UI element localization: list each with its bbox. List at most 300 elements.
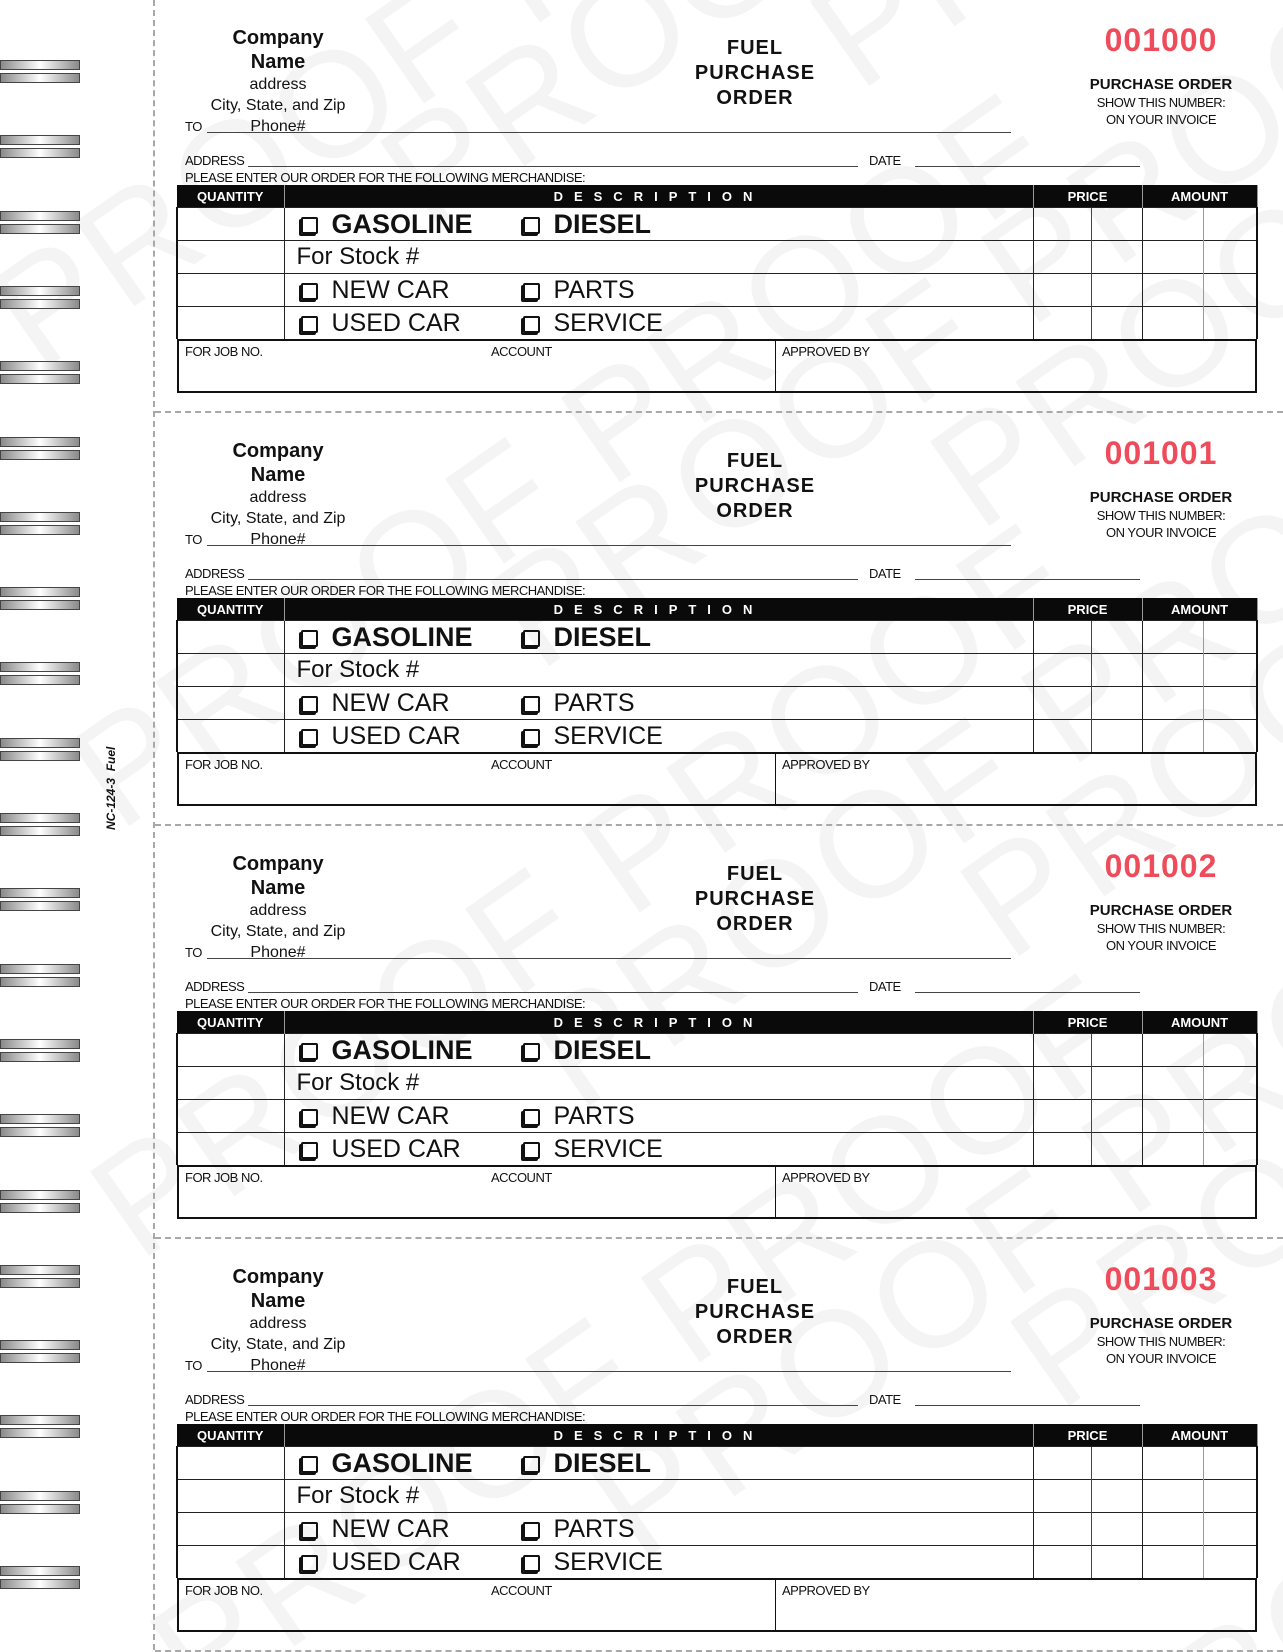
used-car-label: USED CAR bbox=[331, 1134, 461, 1163]
checkbox-icon[interactable] bbox=[301, 1555, 318, 1572]
gasoline-option[interactable] bbox=[297, 1447, 473, 1479]
company-phone: Phone# bbox=[250, 531, 306, 548]
price-cents-cell[interactable] bbox=[1091, 241, 1142, 274]
po-heading: PURCHASE ORDER bbox=[1089, 902, 1233, 919]
date-label: DATE bbox=[869, 979, 901, 994]
checkbox-icon[interactable] bbox=[523, 1456, 540, 1473]
ring-bar bbox=[0, 888, 80, 898]
column-amount: AMOUNT bbox=[1142, 598, 1257, 621]
price-dollars-cell[interactable] bbox=[1033, 1034, 1091, 1067]
amount-cents-cell[interactable] bbox=[1203, 1513, 1257, 1546]
po-note-1: SHOW THIS NUMBER: bbox=[1096, 95, 1226, 110]
ring-bar bbox=[0, 587, 80, 597]
job-number-label: FOR JOB NO. bbox=[185, 1583, 263, 1598]
job-number-label: FOR JOB NO. bbox=[185, 757, 263, 772]
amount-cents-cell[interactable] bbox=[1203, 1133, 1257, 1166]
binding-ring bbox=[0, 211, 80, 233]
date-field[interactable] bbox=[915, 166, 1140, 167]
address-label: ADDRESS bbox=[185, 1392, 245, 1407]
ring-bar bbox=[0, 148, 80, 158]
new-car-label: NEW CAR bbox=[331, 275, 450, 304]
company-name: Company Name bbox=[232, 27, 324, 73]
description-cell[interactable] bbox=[284, 654, 1033, 687]
job-number-label: FOR JOB NO. bbox=[185, 1170, 263, 1185]
quantity-cell[interactable] bbox=[177, 1100, 284, 1133]
used-car-option[interactable] bbox=[297, 720, 461, 752]
date-label: DATE bbox=[869, 1392, 901, 1407]
price-cents-cell[interactable] bbox=[1091, 1546, 1142, 1579]
amount-dollars-cell[interactable] bbox=[1142, 1100, 1203, 1133]
price-cents-cell[interactable] bbox=[1091, 720, 1142, 753]
quantity-cell[interactable] bbox=[177, 1480, 284, 1513]
amount-dollars-cell[interactable] bbox=[1142, 1447, 1203, 1480]
to-field[interactable] bbox=[207, 958, 1011, 959]
price-dollars-cell[interactable] bbox=[1033, 208, 1091, 241]
amount-dollars-cell[interactable] bbox=[1142, 1067, 1203, 1100]
checkbox-icon[interactable] bbox=[301, 1043, 318, 1060]
table-footer bbox=[177, 1578, 1257, 1632]
gasoline-label: GASOLINE bbox=[331, 208, 473, 239]
description-cell bbox=[284, 1513, 1033, 1546]
ring-bar bbox=[0, 135, 80, 145]
ring-bar bbox=[0, 1504, 80, 1514]
price-cents-cell[interactable] bbox=[1091, 1067, 1142, 1100]
address-label: ADDRESS bbox=[185, 566, 245, 581]
account-label: ACCOUNT bbox=[491, 1170, 552, 1185]
stock-number-label: For Stock # bbox=[296, 1482, 420, 1509]
column-quantity: QUANTITY bbox=[177, 185, 284, 208]
company-block bbox=[210, 439, 346, 550]
new-car-option[interactable] bbox=[297, 1100, 450, 1132]
diesel-label: DIESEL bbox=[553, 1034, 652, 1065]
checkbox-icon[interactable] bbox=[523, 1043, 540, 1060]
company-block bbox=[210, 26, 346, 137]
to-field[interactable] bbox=[207, 545, 1011, 546]
to-label: TO bbox=[185, 1358, 202, 1373]
parts-label: PARTS bbox=[553, 1101, 635, 1130]
column-quantity: QUANTITY bbox=[177, 1011, 284, 1034]
price-cents-cell[interactable] bbox=[1091, 307, 1142, 340]
new-car-option[interactable] bbox=[297, 1513, 450, 1545]
used-car-option[interactable] bbox=[297, 1546, 461, 1578]
checkbox-icon[interactable] bbox=[523, 1142, 540, 1159]
company-city-state-zip: City, State, and Zip bbox=[210, 1336, 346, 1353]
quantity-cell[interactable] bbox=[177, 621, 284, 654]
po-number: 001002 bbox=[1104, 848, 1218, 884]
ring-bar bbox=[0, 964, 80, 974]
binding-ring bbox=[0, 1415, 80, 1437]
form-title bbox=[675, 36, 835, 111]
amount-cents-cell[interactable] bbox=[1203, 621, 1257, 654]
po-notice bbox=[1085, 76, 1237, 128]
purchase-order-receipt bbox=[155, 826, 1283, 1239]
gasoline-option[interactable] bbox=[297, 621, 473, 653]
diesel-option[interactable] bbox=[519, 208, 652, 240]
table-row bbox=[177, 241, 1257, 274]
title-line-1: FUEL bbox=[726, 37, 784, 59]
amount-cents-cell[interactable] bbox=[1203, 274, 1257, 307]
used-car-option[interactable] bbox=[297, 307, 461, 339]
account-label: ACCOUNT bbox=[491, 344, 552, 359]
ring-bar bbox=[0, 813, 80, 823]
title-line-2: PURCHASE bbox=[694, 888, 816, 910]
binding-ring bbox=[0, 1566, 80, 1588]
table-header bbox=[177, 185, 1257, 208]
job-number-label: FOR JOB NO. bbox=[185, 344, 263, 359]
order-table bbox=[176, 598, 1258, 806]
price-cents-cell[interactable] bbox=[1091, 1513, 1142, 1546]
price-dollars-cell[interactable] bbox=[1033, 1067, 1091, 1100]
ring-bar bbox=[0, 374, 80, 384]
account-label: ACCOUNT bbox=[491, 757, 552, 772]
quantity-cell[interactable] bbox=[177, 208, 284, 241]
diesel-label: DIESEL bbox=[553, 208, 652, 239]
price-dollars-cell[interactable] bbox=[1033, 1133, 1091, 1166]
price-dollars-cell[interactable] bbox=[1033, 1100, 1091, 1133]
amount-cents-cell[interactable] bbox=[1203, 654, 1257, 687]
amount-dollars-cell[interactable] bbox=[1142, 1034, 1203, 1067]
title-line-3: ORDER bbox=[716, 87, 794, 109]
amount-dollars-cell[interactable] bbox=[1142, 621, 1203, 654]
address-field[interactable] bbox=[248, 166, 858, 167]
stock-number-label: For Stock # bbox=[296, 1069, 420, 1096]
price-dollars-cell[interactable] bbox=[1033, 241, 1091, 274]
table-row bbox=[177, 720, 1257, 753]
amount-cents-cell[interactable] bbox=[1203, 687, 1257, 720]
new-car-label: NEW CAR bbox=[331, 1101, 450, 1130]
table-row bbox=[177, 307, 1257, 340]
approved-by-label: APPROVED BY bbox=[782, 757, 870, 772]
address-field[interactable] bbox=[248, 1405, 858, 1406]
checkbox-icon[interactable] bbox=[301, 316, 318, 333]
price-dollars-cell[interactable] bbox=[1033, 720, 1091, 753]
binding-ring bbox=[0, 135, 80, 157]
amount-cents-cell[interactable] bbox=[1203, 307, 1257, 340]
quantity-cell[interactable] bbox=[177, 1034, 284, 1067]
ring-bar bbox=[0, 1278, 80, 1288]
table-row bbox=[177, 687, 1257, 720]
description-cell bbox=[284, 1133, 1033, 1166]
ring-bar bbox=[0, 361, 80, 371]
service-option[interactable] bbox=[519, 307, 663, 339]
table-row bbox=[177, 274, 1257, 307]
checkbox-icon[interactable] bbox=[523, 630, 540, 647]
price-dollars-cell[interactable] bbox=[1033, 621, 1091, 654]
parts-option[interactable] bbox=[519, 1100, 635, 1132]
checkbox-icon[interactable] bbox=[523, 729, 540, 746]
new-car-option[interactable] bbox=[297, 274, 450, 306]
used-car-label: USED CAR bbox=[331, 1547, 461, 1576]
binding-ring bbox=[0, 1340, 80, 1362]
diesel-option[interactable] bbox=[519, 621, 652, 653]
checkbox-icon[interactable] bbox=[523, 283, 540, 300]
column-description: DESCRIPTION bbox=[284, 598, 1033, 621]
checkbox-icon[interactable] bbox=[523, 316, 540, 333]
amount-dollars-cell[interactable] bbox=[1142, 1480, 1203, 1513]
ring-bar bbox=[0, 600, 80, 610]
amount-cents-cell[interactable] bbox=[1203, 1480, 1257, 1513]
price-dollars-cell[interactable] bbox=[1033, 1546, 1091, 1579]
order-instruction: PLEASE ENTER OUR ORDER FOR THE FOLLOWING MERCHANDISE: bbox=[185, 1409, 586, 1424]
job-account-cell[interactable] bbox=[179, 341, 776, 391]
used-car-option[interactable] bbox=[297, 1133, 461, 1165]
price-dollars-cell[interactable] bbox=[1033, 654, 1091, 687]
checkbox-icon[interactable] bbox=[301, 630, 318, 647]
account-label: ACCOUNT bbox=[491, 1583, 552, 1598]
date-field[interactable] bbox=[915, 579, 1140, 580]
binding-ring bbox=[0, 1190, 80, 1212]
ring-bar bbox=[0, 450, 80, 460]
ring-bar bbox=[0, 901, 80, 911]
table-footer bbox=[177, 1165, 1257, 1219]
approved-by-cell[interactable] bbox=[776, 341, 1255, 391]
service-label: SERVICE bbox=[553, 721, 663, 750]
title-line-2: PURCHASE bbox=[694, 1301, 816, 1323]
checkbox-icon[interactable] bbox=[523, 696, 540, 713]
form-title bbox=[675, 449, 835, 524]
binding-ring bbox=[0, 1039, 80, 1061]
gasoline-option[interactable] bbox=[297, 208, 473, 240]
price-dollars-cell[interactable] bbox=[1033, 687, 1091, 720]
price-cents-cell[interactable] bbox=[1091, 621, 1142, 654]
checkbox-icon[interactable] bbox=[301, 283, 318, 300]
po-note-2: ON YOUR INVOICE bbox=[1105, 1351, 1216, 1366]
po-heading: PURCHASE ORDER bbox=[1089, 1315, 1233, 1332]
ring-bar bbox=[0, 1566, 80, 1576]
ring-bar bbox=[0, 299, 80, 309]
ring-bar bbox=[0, 1114, 80, 1124]
po-heading: PURCHASE ORDER bbox=[1089, 76, 1233, 93]
quantity-cell[interactable] bbox=[177, 687, 284, 720]
title-line-3: ORDER bbox=[716, 913, 794, 935]
amount-dollars-cell[interactable] bbox=[1142, 1513, 1203, 1546]
amount-dollars-cell[interactable] bbox=[1142, 1133, 1203, 1166]
price-cents-cell[interactable] bbox=[1091, 1480, 1142, 1513]
title-line-1: FUEL bbox=[726, 863, 784, 885]
ring-bar bbox=[0, 1039, 80, 1049]
approved-by-cell[interactable] bbox=[776, 1580, 1255, 1630]
checkbox-icon[interactable] bbox=[301, 1522, 318, 1539]
price-cents-cell[interactable] bbox=[1091, 1100, 1142, 1133]
service-option[interactable] bbox=[519, 1133, 663, 1165]
quantity-cell[interactable] bbox=[177, 307, 284, 340]
diesel-label: DIESEL bbox=[553, 1447, 652, 1478]
address-label: ADDRESS bbox=[185, 979, 245, 994]
po-note-2: ON YOUR INVOICE bbox=[1105, 525, 1216, 540]
amount-cents-cell[interactable] bbox=[1203, 1067, 1257, 1100]
price-dollars-cell[interactable] bbox=[1033, 274, 1091, 307]
address-label: ADDRESS bbox=[185, 153, 245, 168]
parts-option[interactable] bbox=[519, 274, 635, 306]
ring-bar bbox=[0, 1265, 80, 1275]
ring-bar bbox=[0, 1353, 80, 1363]
checkbox-icon[interactable] bbox=[301, 696, 318, 713]
checkbox-icon[interactable] bbox=[523, 1109, 540, 1126]
job-account-cell[interactable] bbox=[179, 1167, 776, 1217]
quantity-cell[interactable] bbox=[177, 654, 284, 687]
approved-by-cell[interactable] bbox=[776, 1167, 1255, 1217]
amount-cents-cell[interactable] bbox=[1203, 1447, 1257, 1480]
title-line-2: PURCHASE bbox=[694, 475, 816, 497]
ring-bar bbox=[0, 60, 80, 70]
column-description: DESCRIPTION bbox=[284, 185, 1033, 208]
amount-dollars-cell[interactable] bbox=[1142, 307, 1203, 340]
ring-bar bbox=[0, 1190, 80, 1200]
parts-option[interactable] bbox=[519, 1513, 635, 1545]
company-block bbox=[210, 1265, 346, 1376]
binding-ring bbox=[0, 888, 80, 910]
form-code: NC-124-3 bbox=[104, 777, 118, 830]
new-car-option[interactable] bbox=[297, 687, 450, 719]
amount-cents-cell[interactable] bbox=[1203, 1100, 1257, 1133]
description-cell[interactable] bbox=[284, 241, 1033, 274]
diesel-option[interactable] bbox=[519, 1034, 652, 1066]
amount-cents-cell[interactable] bbox=[1203, 1546, 1257, 1579]
checkbox-icon[interactable] bbox=[301, 217, 318, 234]
ring-bar bbox=[0, 1052, 80, 1062]
table-row bbox=[177, 654, 1257, 687]
description-cell bbox=[284, 208, 1033, 241]
company-address: address bbox=[249, 489, 307, 506]
purchase-order-receipt bbox=[155, 1239, 1283, 1652]
ring-bar bbox=[0, 73, 80, 83]
price-cents-cell[interactable] bbox=[1091, 274, 1142, 307]
ring-bar bbox=[0, 675, 80, 685]
service-label: SERVICE bbox=[553, 1134, 663, 1163]
price-cents-cell[interactable] bbox=[1091, 654, 1142, 687]
description-cell[interactable] bbox=[284, 1480, 1033, 1513]
quantity-cell[interactable] bbox=[177, 1513, 284, 1546]
company-name: Company Name bbox=[232, 853, 324, 899]
price-cents-cell[interactable] bbox=[1091, 208, 1142, 241]
parts-option[interactable] bbox=[519, 687, 635, 719]
column-price: PRICE bbox=[1033, 598, 1142, 621]
column-amount: AMOUNT bbox=[1142, 1424, 1257, 1447]
title-line-1: FUEL bbox=[726, 1276, 784, 1298]
amount-dollars-cell[interactable] bbox=[1142, 274, 1203, 307]
quantity-cell[interactable] bbox=[177, 1447, 284, 1480]
amount-cents-cell[interactable] bbox=[1203, 720, 1257, 753]
po-note-2: ON YOUR INVOICE bbox=[1105, 938, 1216, 953]
ring-bar bbox=[0, 977, 80, 987]
amount-dollars-cell[interactable] bbox=[1142, 241, 1203, 274]
checkbox-icon[interactable] bbox=[301, 1456, 318, 1473]
title-line-2: PURCHASE bbox=[694, 62, 816, 84]
to-field[interactable] bbox=[207, 132, 1011, 133]
amount-cents-cell[interactable] bbox=[1203, 241, 1257, 274]
table-footer bbox=[177, 339, 1257, 393]
job-account-cell[interactable] bbox=[179, 754, 776, 804]
price-cents-cell[interactable] bbox=[1091, 1133, 1142, 1166]
po-number: 001003 bbox=[1104, 1261, 1218, 1297]
checkbox-icon[interactable] bbox=[301, 1142, 318, 1159]
binding-ring bbox=[0, 813, 80, 835]
amount-dollars-cell[interactable] bbox=[1142, 654, 1203, 687]
job-account-cell[interactable] bbox=[179, 1580, 776, 1630]
table-header bbox=[177, 1424, 1257, 1447]
column-description: DESCRIPTION bbox=[284, 1424, 1033, 1447]
amount-dollars-cell[interactable] bbox=[1142, 1546, 1203, 1579]
address-field[interactable] bbox=[248, 992, 858, 993]
to-field[interactable] bbox=[207, 1371, 1011, 1372]
price-dollars-cell[interactable] bbox=[1033, 1447, 1091, 1480]
address-field[interactable] bbox=[248, 579, 858, 580]
ring-bar bbox=[0, 211, 80, 221]
column-amount: AMOUNT bbox=[1142, 185, 1257, 208]
amount-cents-cell[interactable] bbox=[1203, 1034, 1257, 1067]
checkbox-icon[interactable] bbox=[523, 1522, 540, 1539]
parts-label: PARTS bbox=[553, 1514, 635, 1543]
service-option[interactable] bbox=[519, 720, 663, 752]
ring-bar bbox=[0, 1415, 80, 1425]
ring-bar bbox=[0, 286, 80, 296]
quantity-cell[interactable] bbox=[177, 1067, 284, 1100]
date-field[interactable] bbox=[915, 992, 1140, 993]
checkbox-icon[interactable] bbox=[301, 729, 318, 746]
checkbox-icon[interactable] bbox=[301, 1109, 318, 1126]
price-cents-cell[interactable] bbox=[1091, 1034, 1142, 1067]
price-cents-cell[interactable] bbox=[1091, 687, 1142, 720]
price-dollars-cell[interactable] bbox=[1033, 307, 1091, 340]
ring-bar bbox=[0, 1203, 80, 1213]
gasoline-option[interactable] bbox=[297, 1034, 473, 1066]
binding-ring bbox=[0, 437, 80, 459]
company-city-state-zip: City, State, and Zip bbox=[210, 97, 346, 114]
amount-cents-cell[interactable] bbox=[1203, 208, 1257, 241]
quantity-cell[interactable] bbox=[177, 1546, 284, 1579]
amount-dollars-cell[interactable] bbox=[1142, 687, 1203, 720]
column-quantity: QUANTITY bbox=[177, 1424, 284, 1447]
company-city-state-zip: City, State, and Zip bbox=[210, 923, 346, 940]
po-notice bbox=[1085, 1315, 1237, 1367]
quantity-cell[interactable] bbox=[177, 241, 284, 274]
company-address: address bbox=[249, 902, 307, 919]
company-block bbox=[210, 852, 346, 963]
company-city-state-zip: City, State, and Zip bbox=[210, 510, 346, 527]
amount-dollars-cell[interactable] bbox=[1142, 208, 1203, 241]
diesel-option[interactable] bbox=[519, 1447, 652, 1479]
checkbox-icon[interactable] bbox=[523, 217, 540, 234]
company-name: Company Name bbox=[232, 1266, 324, 1312]
to-label: TO bbox=[185, 119, 202, 134]
checkbox-icon[interactable] bbox=[523, 1555, 540, 1572]
date-field[interactable] bbox=[915, 1405, 1140, 1406]
description-cell bbox=[284, 1447, 1033, 1480]
ring-bar bbox=[0, 525, 80, 535]
table-row bbox=[177, 1133, 1257, 1166]
table-row bbox=[177, 208, 1257, 241]
service-option[interactable] bbox=[519, 1546, 663, 1578]
order-table bbox=[176, 1424, 1258, 1632]
quantity-cell[interactable] bbox=[177, 720, 284, 753]
gasoline-label: GASOLINE bbox=[331, 621, 473, 652]
approved-by-cell[interactable] bbox=[776, 754, 1255, 804]
quantity-cell[interactable] bbox=[177, 274, 284, 307]
amount-dollars-cell[interactable] bbox=[1142, 720, 1203, 753]
price-dollars-cell[interactable] bbox=[1033, 1480, 1091, 1513]
binding-ring bbox=[0, 1114, 80, 1136]
description-cell bbox=[284, 621, 1033, 654]
gasoline-label: GASOLINE bbox=[331, 1034, 473, 1065]
table-footer bbox=[177, 752, 1257, 806]
price-cents-cell[interactable] bbox=[1091, 1447, 1142, 1480]
quantity-cell[interactable] bbox=[177, 1133, 284, 1166]
description-cell[interactable] bbox=[284, 1067, 1033, 1100]
binding-ring bbox=[0, 964, 80, 986]
company-name: Company Name bbox=[232, 440, 324, 486]
price-dollars-cell[interactable] bbox=[1033, 1513, 1091, 1546]
new-car-label: NEW CAR bbox=[331, 688, 450, 717]
